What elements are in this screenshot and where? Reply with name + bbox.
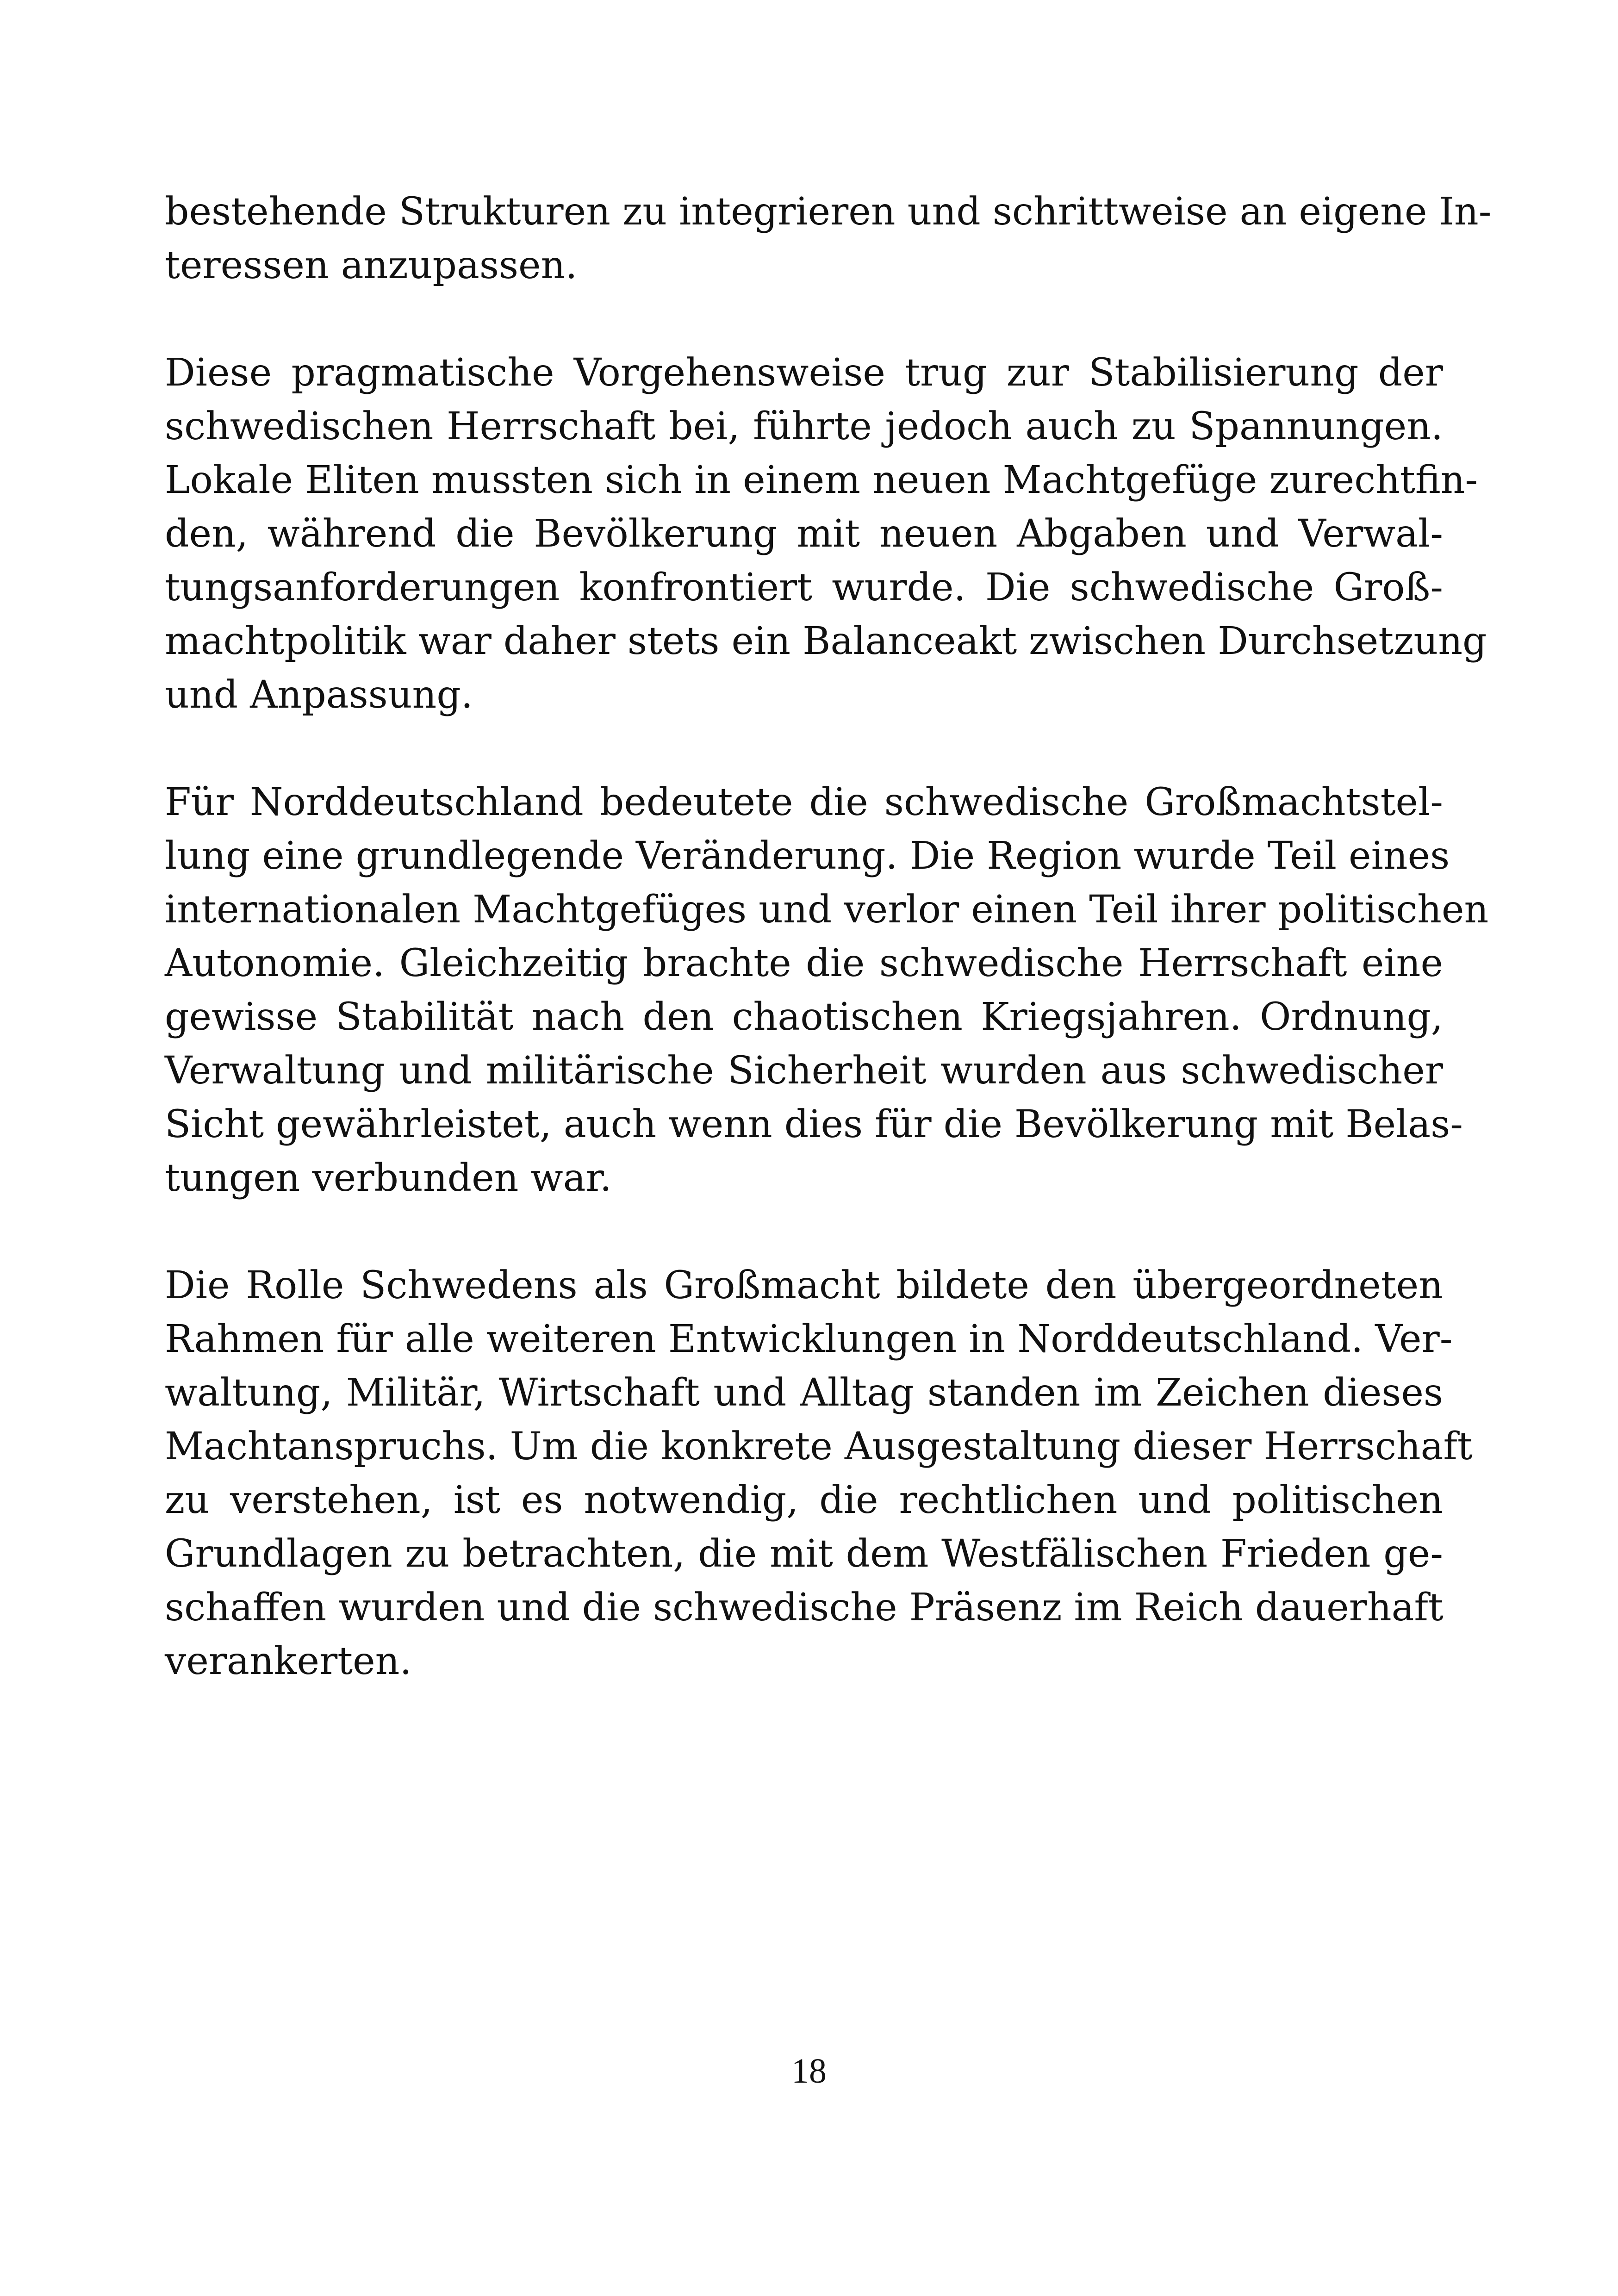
text-line: gewisse Stabilität nach den chaotischen Kriegsjahren. Ordnung, xyxy=(165,995,1443,1039)
text-line: Sicht gewährleistet, auch wenn dies für die Bevölkerung mit Belas- xyxy=(165,1102,1463,1146)
text-line: Verwaltung und militärische Sicherheit wurden aus schwedischer xyxy=(165,1049,1443,1093)
text-line: machtpolitik war daher stets ein Balanceakt zwischen Durchsetzung xyxy=(165,619,1487,663)
text-line: schaffen wurden und die schwedische Präsenz im Reich dauerhaft xyxy=(165,1586,1444,1630)
text-line: Diese pragmatische Vorgehensweise trug zur Stabilisierung der xyxy=(165,351,1443,395)
text-line: Die Rolle Schwedens als Großmacht bildete den übergeordneten xyxy=(165,1263,1443,1307)
text-line: den, während die Bevölkerung mit neuen Abgaben und Verwal- xyxy=(165,512,1443,556)
text-line: Machtanspruchs. Um die konkrete Ausgestaltung dieser Herrschaft xyxy=(165,1425,1473,1468)
text-line: tungen verbunden war. xyxy=(165,1156,612,1200)
text-line: Lokale Eliten mussten sich in einem neuen Machtgefüge zurechtfin- xyxy=(165,458,1478,502)
document-body xyxy=(165,185,1492,1742)
text-line: schwedischen Herrschaft bei, führte jedoch auch zu Spannungen. xyxy=(165,404,1443,448)
text-line: tungsanforderungen konfrontiert wurde. Die schwedische Groß- xyxy=(165,566,1443,610)
page-number: 18 xyxy=(791,2052,827,2091)
paragraph-1 xyxy=(165,185,1492,292)
text-line: verankerten. xyxy=(165,1639,412,1683)
text-line: waltung, Militär, Wirtschaft und Alltag standen im Zeichen dieses xyxy=(165,1371,1443,1415)
text-line: und Anpassung. xyxy=(165,673,473,717)
text-line: lung eine grundlegende Veränderung. Die Region wurde Teil eines xyxy=(165,834,1450,878)
text-line: Für Norddeutschland bedeutete die schwedische Großmachtstel- xyxy=(165,780,1443,824)
text-line: zu verstehen, ist es notwendig, die rechtlichen und politischen xyxy=(165,1478,1443,1522)
text-line: Autonomie. Gleichzeitig brachte die schwedische Herrschaft eine xyxy=(165,941,1443,985)
text-line: internationalen Machtgefüges und verlor einen Teil ihrer politischen xyxy=(165,888,1489,932)
paragraph-2 xyxy=(165,346,1487,722)
text-line: bestehende Strukturen zu integrieren und schrittweise an eigene In- xyxy=(165,190,1492,234)
text-line: Rahmen für alle weiteren Entwicklungen in Norddeutschland. Ver- xyxy=(165,1317,1453,1361)
text-line: teressen anzupassen. xyxy=(165,243,578,287)
paragraph-4 xyxy=(165,1259,1473,1688)
paragraph-3 xyxy=(165,776,1489,1205)
text-line: Grundlagen zu betrachten, die mit dem Westfälischen Frieden ge- xyxy=(165,1532,1443,1576)
